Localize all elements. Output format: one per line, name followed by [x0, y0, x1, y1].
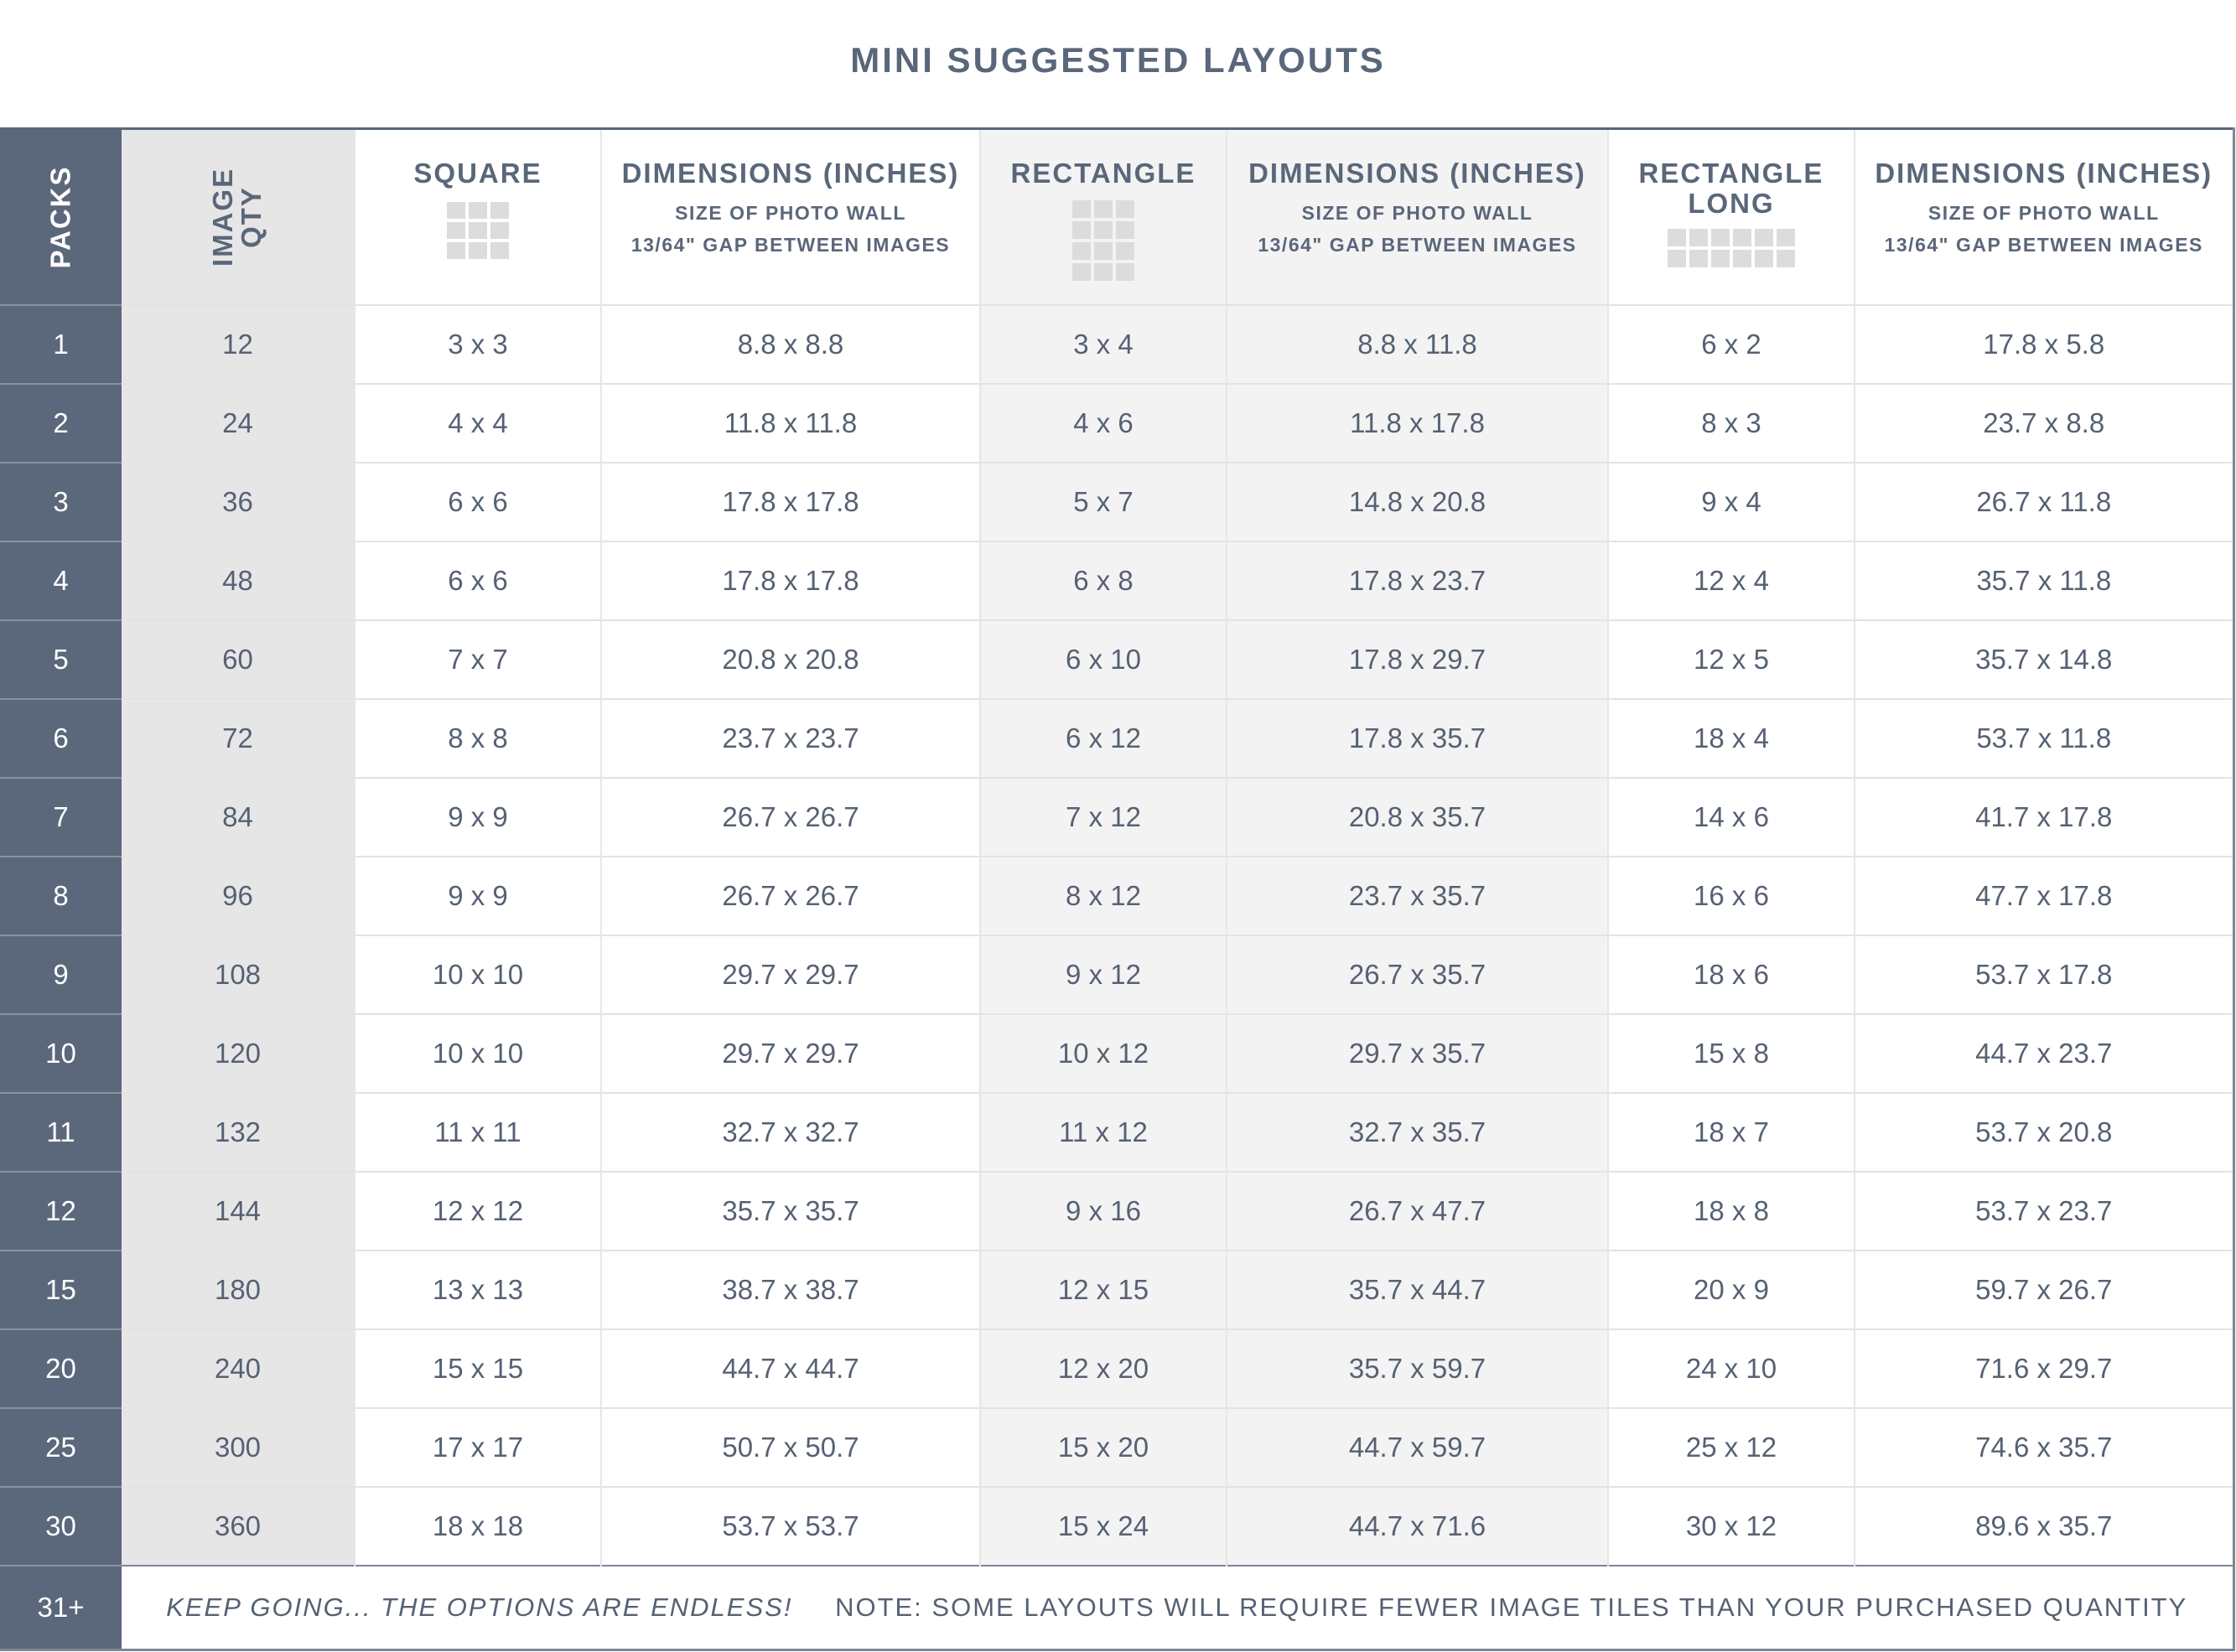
packs-cell: 5: [0, 620, 122, 699]
rectangle-dimensions-cell: 29.7 x 35.7: [1227, 1014, 1608, 1093]
rectangle-dimensions-cell: 17.8 x 35.7: [1227, 699, 1608, 778]
rectangle-layout-cell: 12 x 15: [980, 1251, 1227, 1329]
square-grid-icon: [447, 202, 509, 259]
square-layout-cell: 12 x 12: [355, 1172, 601, 1251]
square-dimensions-cell: 44.7 x 44.7: [601, 1329, 980, 1408]
table-row: [0, 778, 2233, 857]
rectangle-dimensions-cell: 35.7 x 59.7: [1227, 1329, 1608, 1408]
rectangle-layout-cell: 15 x 20: [980, 1408, 1227, 1487]
table-row: [0, 1329, 2233, 1408]
square-dimensions-cell: 11.8 x 11.8: [601, 384, 980, 463]
square-layout-cell: 9 x 9: [355, 857, 601, 935]
rectangle-dimensions-cell: 14.8 x 20.8: [1227, 463, 1608, 541]
square-layout-cell: 10 x 10: [355, 1014, 601, 1093]
header-row: [0, 129, 2233, 305]
rectangle-layout-cell: 4 x 6: [980, 384, 1227, 463]
rectangle-dimensions-cell: 23.7 x 35.7: [1227, 857, 1608, 935]
rectangle-dimensions-cell: 35.7 x 44.7: [1227, 1251, 1608, 1329]
image-qty-cell: 144: [122, 1172, 355, 1251]
rectangle-dimensions-cell: 44.7 x 71.6: [1227, 1487, 1608, 1566]
image-qty-cell: 24: [122, 384, 355, 463]
rectangle-long-layout-cell: 18 x 6: [1608, 935, 1855, 1014]
square-dimensions-cell: 53.7 x 53.7: [601, 1487, 980, 1566]
packs-cell: 25: [0, 1408, 122, 1487]
rectangle-dimensions-cell: 17.8 x 23.7: [1227, 541, 1608, 620]
header-image-qty-line2: QTY: [236, 185, 267, 248]
header-rectangle-long: [1608, 129, 1855, 305]
table-row: [0, 935, 2233, 1014]
packs-cell: 3: [0, 463, 122, 541]
square-dimensions-cell: 8.8 x 8.8: [601, 305, 980, 384]
image-qty-cell: 48: [122, 541, 355, 620]
packs-cell: 2: [0, 384, 122, 463]
rectangle-layout-cell: 6 x 12: [980, 699, 1227, 778]
packs-cell: 20: [0, 1329, 122, 1408]
rectangle-layout-cell: 12 x 20: [980, 1329, 1227, 1408]
image-qty-cell: 300: [122, 1408, 355, 1487]
header-packs: [0, 129, 122, 305]
square-dimensions-cell: 50.7 x 50.7: [601, 1408, 980, 1487]
rectangle-layout-cell: 10 x 12: [980, 1014, 1227, 1093]
header-rectangle-dimensions: [1227, 129, 1608, 305]
image-qty-cell: 96: [122, 857, 355, 935]
rectangle-long-layout-cell: 12 x 5: [1608, 620, 1855, 699]
table-row: [0, 620, 2233, 699]
square-layout-cell: 4 x 4: [355, 384, 601, 463]
table-row: [0, 384, 2233, 463]
table-row: [0, 1172, 2233, 1251]
image-qty-cell: 60: [122, 620, 355, 699]
table-row: [0, 463, 2233, 541]
rectangle-dimensions-cell: 8.8 x 11.8: [1227, 305, 1608, 384]
square-dimensions-cell: 26.7 x 26.7: [601, 778, 980, 857]
header-rectangle-long-dimensions: [1855, 129, 2233, 305]
rectangle-dimensions-cell: 26.7 x 35.7: [1227, 935, 1608, 1014]
rectangle-long-layout-cell: 20 x 9: [1608, 1251, 1855, 1329]
square-layout-cell: 6 x 6: [355, 463, 601, 541]
square-dimensions-cell: 32.7 x 32.7: [601, 1093, 980, 1172]
image-qty-cell: 180: [122, 1251, 355, 1329]
packs-cell: 12: [0, 1172, 122, 1251]
header-square-dimensions: [601, 129, 980, 305]
rectangle-long-dimensions-cell: 53.7 x 23.7: [1855, 1172, 2233, 1251]
table-row: [0, 1408, 2233, 1487]
rectangle-long-dimensions-cell: 23.7 x 8.8: [1855, 384, 2233, 463]
rectangle-long-dimensions-cell: 53.7 x 11.8: [1855, 699, 2233, 778]
square-layout-cell: 10 x 10: [355, 935, 601, 1014]
footer-note: [122, 1566, 2233, 1650]
header-image-qty-line1: IMAGE: [207, 167, 239, 267]
header-size-of-photo-wall: SIZE OF PHOTO WALL: [675, 202, 906, 224]
packs-cell: 6: [0, 699, 122, 778]
table-row: [0, 1093, 2233, 1172]
rectangle-long-layout-cell: 12 x 4: [1608, 541, 1855, 620]
table-row: [0, 305, 2233, 384]
header-size-of-photo-wall: SIZE OF PHOTO WALL: [1927, 202, 2160, 224]
image-qty-cell: 120: [122, 1014, 355, 1093]
header-rectangle-label: RECTANGLE: [1010, 158, 1196, 189]
rectangle-layout-cell: 15 x 24: [980, 1487, 1227, 1566]
square-dimensions-cell: 35.7 x 35.7: [601, 1172, 980, 1251]
square-layout-cell: 17 x 17: [355, 1408, 601, 1487]
table-row: [0, 1487, 2233, 1566]
square-layout-cell: 13 x 13: [355, 1251, 601, 1329]
table-body: [0, 305, 2233, 1650]
packs-cell: 8: [0, 857, 122, 935]
square-dimensions-cell: 26.7 x 26.7: [601, 857, 980, 935]
image-qty-cell: 72: [122, 699, 355, 778]
rectangle-long-layout-cell: 30 x 12: [1608, 1487, 1855, 1566]
rectangle-long-layout-cell: 15 x 8: [1608, 1014, 1855, 1093]
image-qty-cell: 12: [122, 305, 355, 384]
square-layout-cell: 18 x 18: [355, 1487, 601, 1566]
footer-note-text: NOTE: SOME LAYOUTS WILL REQUIRE FEWER IMAGE TILES THAN YOUR PURCHASED QUANTITY: [835, 1592, 2188, 1622]
square-layout-cell: 15 x 15: [355, 1329, 601, 1408]
image-qty-cell: 360: [122, 1487, 355, 1566]
square-dimensions-cell: 20.8 x 20.8: [601, 620, 980, 699]
header-rectangle-long-line1: RECTANGLE: [1638, 158, 1824, 189]
rectangle-layout-cell: 9 x 12: [980, 935, 1227, 1014]
table-row: [0, 1251, 2233, 1329]
rectangle-long-layout-cell: 18 x 7: [1608, 1093, 1855, 1172]
square-dimensions-cell: 23.7 x 23.7: [601, 699, 980, 778]
rectangle-grid-icon: [1072, 200, 1134, 281]
packs-cell: 4: [0, 541, 122, 620]
square-dimensions-cell: 38.7 x 38.7: [601, 1251, 980, 1329]
rectangle-long-dimensions-cell: 41.7 x 17.8: [1855, 778, 2233, 857]
rectangle-dimensions-cell: 44.7 x 59.7: [1227, 1408, 1608, 1487]
square-dimensions-cell: 29.7 x 29.7: [601, 1014, 980, 1093]
rectangle-long-dimensions-cell: 71.6 x 29.7: [1855, 1329, 2233, 1408]
packs-cell: 15: [0, 1251, 122, 1329]
image-qty-cell: 36: [122, 463, 355, 541]
table-row: [0, 857, 2233, 935]
rectangle-long-dimensions-cell: 44.7 x 23.7: [1855, 1014, 2233, 1093]
rectangle-dimensions-cell: 32.7 x 35.7: [1227, 1093, 1608, 1172]
header-rectangle: [980, 129, 1227, 305]
square-dimensions-cell: 17.8 x 17.8: [601, 541, 980, 620]
rectangle-long-dimensions-cell: 47.7 x 17.8: [1855, 857, 2233, 935]
rectangle-layout-cell: 3 x 4: [980, 305, 1227, 384]
rectangle-dimensions-cell: 17.8 x 29.7: [1227, 620, 1608, 699]
rectangle-long-layout-cell: 25 x 12: [1608, 1408, 1855, 1487]
header-gap-note: 13/64" GAP BETWEEN IMAGES: [1258, 234, 1577, 256]
square-layout-cell: 11 x 11: [355, 1093, 601, 1172]
image-qty-cell: 108: [122, 935, 355, 1014]
header-gap-note: 13/64" GAP BETWEEN IMAGES: [630, 234, 951, 256]
rectangle-long-dimensions-cell: 26.7 x 11.8: [1855, 463, 2233, 541]
rectangle-long-layout-cell: 24 x 10: [1608, 1329, 1855, 1408]
packs-cell: 11: [0, 1093, 122, 1172]
footer-packs: 31+: [0, 1566, 122, 1650]
packs-cell: 7: [0, 778, 122, 857]
rectangle-long-layout-cell: 6 x 2: [1608, 305, 1855, 384]
rectangle-layout-cell: 5 x 7: [980, 463, 1227, 541]
rectangle-long-layout-cell: 8 x 3: [1608, 384, 1855, 463]
image-qty-cell: 240: [122, 1329, 355, 1408]
header-packs-label: PACKS: [44, 165, 76, 269]
square-layout-cell: 6 x 6: [355, 541, 601, 620]
footer-row: [0, 1566, 2233, 1650]
rectangle-layout-cell: 6 x 8: [980, 541, 1227, 620]
rectangle-dimensions-cell: 26.7 x 47.7: [1227, 1172, 1608, 1251]
rectangle-long-layout-cell: 18 x 8: [1608, 1172, 1855, 1251]
table-row: [0, 1014, 2233, 1093]
layouts-table: [0, 127, 2235, 1651]
image-qty-cell: 84: [122, 778, 355, 857]
square-layout-cell: 9 x 9: [355, 778, 601, 857]
rectangle-long-dimensions-cell: 74.6 x 35.7: [1855, 1408, 2233, 1487]
packs-cell: 9: [0, 935, 122, 1014]
rectangle-long-dimensions-cell: 17.8 x 5.8: [1855, 305, 2233, 384]
rectangle-long-layout-cell: 9 x 4: [1608, 463, 1855, 541]
image-qty-cell: 132: [122, 1093, 355, 1172]
rectangle-long-dimensions-cell: 53.7 x 17.8: [1855, 935, 2233, 1014]
header-dimensions-label: DIMENSIONS (INCHES): [1875, 158, 2213, 189]
rectangle-long-dimensions-cell: 89.6 x 35.7: [1855, 1487, 2233, 1566]
header-square-label: SQUARE: [413, 158, 542, 189]
header-dimensions-label: DIMENSIONS (INCHES): [621, 158, 960, 189]
rectangle-long-grid-icon: [1668, 229, 1795, 267]
rectangle-layout-cell: 8 x 12: [980, 857, 1227, 935]
square-dimensions-cell: 17.8 x 17.8: [601, 463, 980, 541]
square-layout-cell: 7 x 7: [355, 620, 601, 699]
header-image-qty: [122, 129, 355, 305]
header-rectangle-long-line2: LONG: [1688, 188, 1775, 219]
square-layout-cell: 3 x 3: [355, 305, 601, 384]
rectangle-layout-cell: 9 x 16: [980, 1172, 1227, 1251]
rectangle-long-layout-cell: 14 x 6: [1608, 778, 1855, 857]
rectangle-dimensions-cell: 20.8 x 35.7: [1227, 778, 1608, 857]
packs-cell: 1: [0, 305, 122, 384]
footer-emphasis: KEEP GOING... THE OPTIONS ARE ENDLESS!: [166, 1592, 793, 1622]
rectangle-dimensions-cell: 11.8 x 17.8: [1227, 384, 1608, 463]
rectangle-long-dimensions-cell: 53.7 x 20.8: [1855, 1093, 2233, 1172]
header-image-qty-label: [209, 168, 266, 267]
rectangle-long-dimensions-cell: 35.7 x 14.8: [1855, 620, 2233, 699]
square-layout-cell: 8 x 8: [355, 699, 601, 778]
packs-cell: 10: [0, 1014, 122, 1093]
rectangle-layout-cell: 6 x 10: [980, 620, 1227, 699]
square-dimensions-cell: 29.7 x 29.7: [601, 935, 980, 1014]
header-dimensions-label: DIMENSIONS (INCHES): [1248, 158, 1586, 189]
header-square: [355, 129, 601, 305]
table-row: [0, 699, 2233, 778]
rectangle-long-dimensions-cell: 59.7 x 26.7: [1855, 1251, 2233, 1329]
rectangle-layout-cell: 7 x 12: [980, 778, 1227, 857]
page-title: MINI SUGGESTED LAYOUTS: [850, 40, 1386, 80]
header-size-of-photo-wall: SIZE OF PHOTO WALL: [1301, 202, 1533, 224]
header-gap-note: 13/64" GAP BETWEEN IMAGES: [1884, 234, 2203, 256]
rectangle-long-layout-cell: 18 x 4: [1608, 699, 1855, 778]
table-row: [0, 541, 2233, 620]
rectangle-long-dimensions-cell: 35.7 x 11.8: [1855, 541, 2233, 620]
rectangle-layout-cell: 11 x 12: [980, 1093, 1227, 1172]
packs-cell: 30: [0, 1487, 122, 1566]
rectangle-long-layout-cell: 16 x 6: [1608, 857, 1855, 935]
